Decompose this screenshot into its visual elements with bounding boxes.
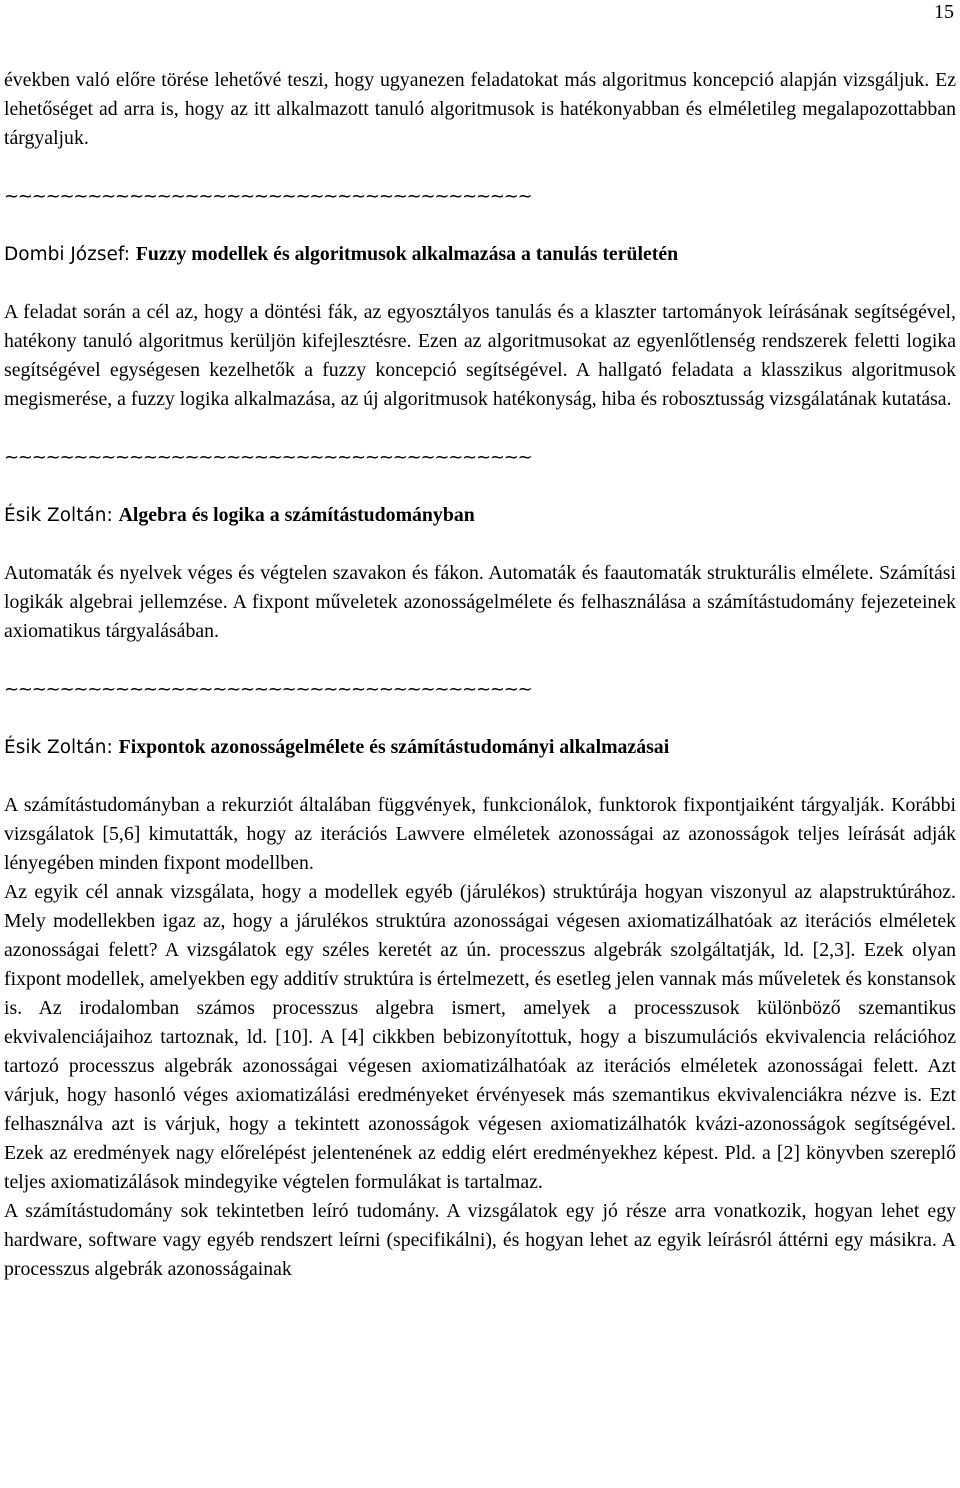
page-number: 15 — [934, 1, 954, 23]
section-author: Dombi József: — [4, 244, 136, 265]
section-paragraph: Automaták és nyelvek véges és végtelen szavakon és fákon. Automaták és faautomaták strukturális elmélete. Számítási logikák algebrai jellemzése. A fixpont műveletek azonosságelmélete és felhasználása a számítástudomány fejezeteinek axiomatikus tárgyalásában. — [4, 562, 956, 642]
section-divider: ~~~~~~~~~~~~~~~~~~~~~~~~~~~~~~~~~~~~~~ — [4, 186, 532, 207]
section-paragraph: Az egyik cél annak vizsgálata, hogy a modellek egyéb (járulékos) struktúrája hogyan viszonyul az alapstruktúrához. Mely modellekben igaz az, hogy a járulékos struktúra azonosságai végesen axiomatizálhatóak az iterációs elméletek azonosságai felett? A vizsgálatok egy széles keretét az ún. processzus algebrák szolgáltatják, ld. [2,3]. Ezek olyan fixpont modellek, amelyekben egy additív struktúra is értelmezett, és esetleg jelen vannak más műveletek és konstansok is. Az irodalomban számos processzus algebra ismert, amelyek a processzusok különböző szemantikus ekvivalenciájaihoz tartoznak, ld. [10]. A [4] cikkben bebizonyítottuk, hogy a biszumulációs ekvivalencia relációhoz tartozó processzus algebrák azonosságai végesen axiomatizálhatóak az iterációs elméletek azonosságai felett. Azt várjuk, hogy hasonló véges axiomatizálási eredményeket érvényesek más szemantikus ekvivalenciákra nézve is. Ezt felhasználva azt is várjuk, hogy a tekintett azonosságok végesen axiomatizálhatók kvázi-azonosságok segítségével. Ezek az eredmények nagy előrelépést jelentenének az eddig elért eredményekhez képest. Pld. a [2] könyvben szereplő teljes axiomatizálások mindegyike végtelen formulákat is tartalmaz. — [4, 881, 956, 1193]
section-heading-esik-algebra — [4, 501, 956, 530]
section-paragraph: A feladat során a cél az, hogy a döntési fák, az egyosztályos tanulás és a klaszter tartományok leírásának segítségével, hatékony tanuló algoritmus kerüljön kifejlesztésre. Ezen az algoritmusokat az egyenlőtlenség rendszerek feletti logika segítségével egységesen kezelhetők a fuzzy koncepció segítségével. A hallgató feladata a klasszikus algoritmusok megismerése, a fuzzy logika alkalmazása, az új algoritmusok hatékonyság, hiba és robosztusság vizsgálatának kutatása. — [4, 301, 956, 410]
document-body — [4, 66, 956, 1284]
section-paragraph: A számítástudomány sok tekintetben leíró tudomány. A vizsgálatok egy jó része arra vonatkozik, hogyan lehet egy hardware, software vagy egyéb rendszert leírni (specifikálni), és hogyan lehet az egyik leírásról áttérni egy másikra. A processzus algebrák azonosságainak — [4, 1200, 956, 1280]
intro-paragraph: években való előre törése lehetővé teszi, hogy ugyanezen feladatokat más algoritmus koncepció alapján vizsgáljuk. Ez lehetőséget ad arra is, hogy az itt alkalmazott tanuló algoritmusok is hatékonyabban és elméletileg megalapozottabban tárgyaljuk. — [4, 69, 956, 149]
section-title: Fuzzy modellek és algoritmusok alkalmazása a tanulás területén — [135, 243, 679, 265]
section-heading-esik-fixpont — [4, 733, 956, 762]
section-title: Algebra és logika a számítástudományban — [118, 504, 475, 526]
section-author: Ésik Zoltán: — [4, 737, 119, 758]
section-divider: ~~~~~~~~~~~~~~~~~~~~~~~~~~~~~~~~~~~~~~ — [4, 679, 532, 700]
section-paragraph: A számítástudományban a rekurziót általában függvények, funkcionálok, funktorok fixpontjaiként tárgyalják. Korábbi vizsgálatok [5,6] kimutatták, hogy az iterációs Lawvere elméletek azonosságai az azonosságok teljes leírását adják lényegében minden fixpont modellben. — [4, 794, 956, 874]
section-author: Ésik Zoltán: — [4, 505, 119, 526]
section-divider: ~~~~~~~~~~~~~~~~~~~~~~~~~~~~~~~~~~~~~~ — [4, 447, 532, 468]
section-title: Fixpontok azonosságelmélete és számítástudományi alkalmazásai — [118, 736, 670, 758]
section-heading-dombi — [4, 240, 956, 269]
